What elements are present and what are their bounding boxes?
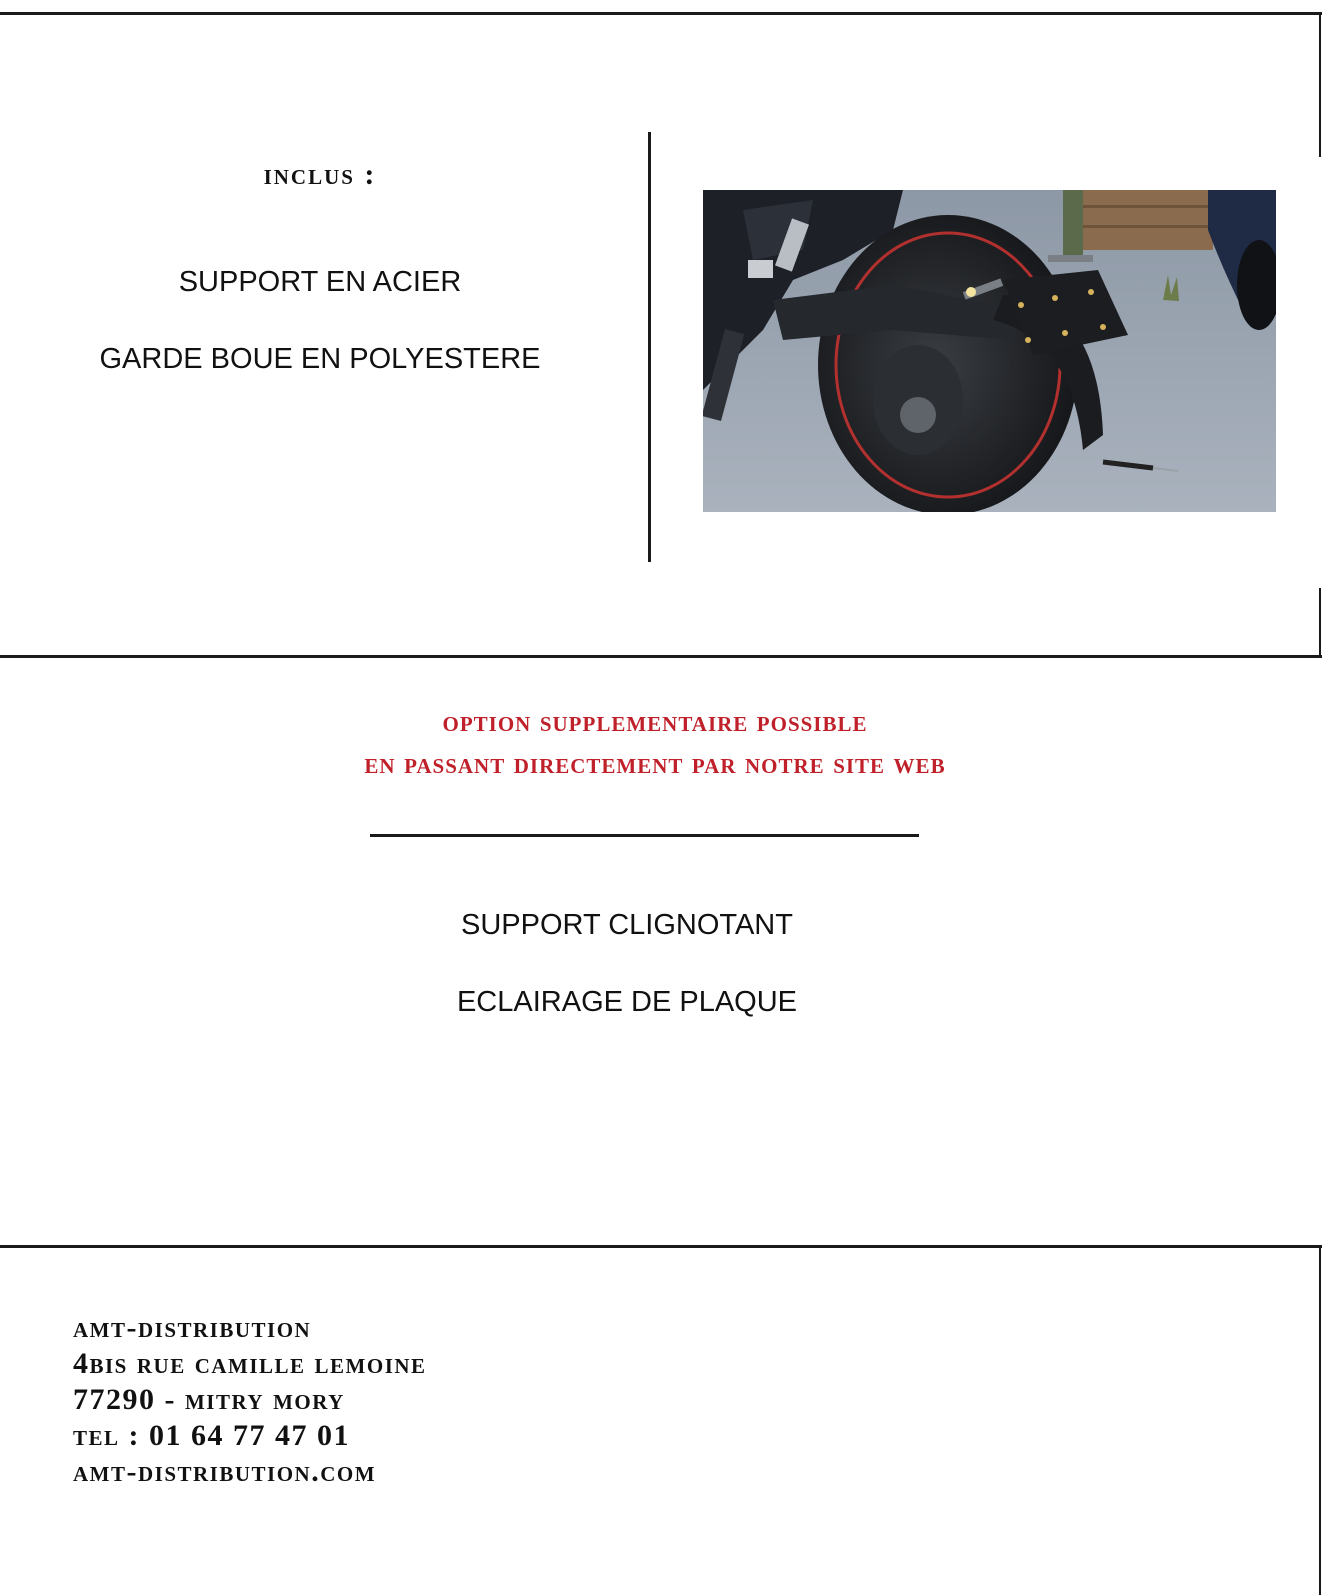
included-title: inclus :: [263, 158, 377, 191]
contact-address: 4bis rue camille lemoine: [73, 1347, 427, 1380]
option-item-turn-signal-support: SUPPORT CLIGNOTANT: [461, 909, 793, 941]
right-border-line-mid: [1319, 588, 1321, 656]
section-divider-1: [0, 655, 1322, 658]
option-heading-line-1: option supplementaire possible: [442, 705, 868, 738]
option-heading-line-2: en passant directement par notre site web: [364, 747, 946, 780]
right-border-line-bottom: [1319, 1245, 1321, 1595]
included-item-steel-support: SUPPORT EN ACIER: [178, 266, 462, 298]
motorcycle-rear-fender-photo: [703, 190, 1276, 512]
option-underline: [370, 834, 919, 837]
column-divider: [648, 132, 651, 562]
option-item-plate-lighting: ECLAIRAGE DE PLAQUE: [456, 986, 798, 1018]
motorcycle-photo-icon: [703, 190, 1276, 512]
contact-block: [73, 1310, 427, 1490]
contact-company: amt-distribution: [73, 1311, 312, 1344]
included-item-mudguard: GARDE BOUE EN POLYESTERE: [99, 343, 541, 375]
right-border-line-top: [1319, 12, 1321, 157]
contact-phone: tel : 01 64 77 47 01: [73, 1419, 351, 1452]
contact-website[interactable]: amt-distribution.com: [73, 1455, 377, 1488]
section-divider-2: [0, 1245, 1322, 1248]
contact-city: 77290 - mitry mory: [73, 1383, 345, 1416]
top-border-line: [0, 12, 1322, 15]
